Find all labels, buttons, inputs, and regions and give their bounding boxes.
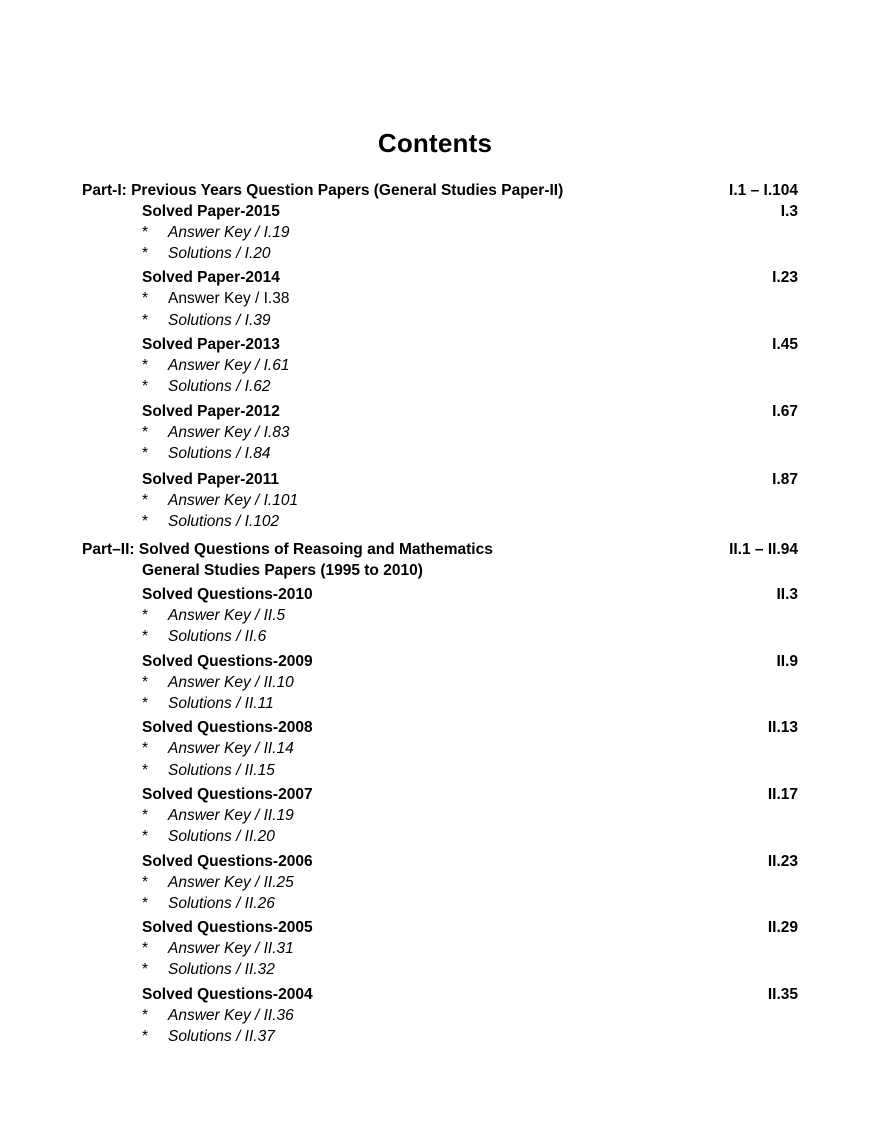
entry-title: Solved Questions-2010 [142, 586, 313, 603]
sub-item-text: Solutions / II.11 [168, 695, 274, 712]
toc-sub-item [0, 627, 870, 647]
bullet-icon: * [142, 424, 149, 441]
entry-page: II.9 [776, 653, 798, 670]
bullet-icon: * [142, 445, 149, 462]
bullet-icon: * [142, 940, 149, 957]
entry-title: Solved Paper-2012 [142, 403, 280, 420]
toc-sub-item [0, 739, 870, 759]
entry-page: II.35 [767, 986, 798, 1003]
toc-sub-item [0, 244, 870, 264]
toc-entry [0, 852, 870, 872]
sub-item-text: Answer Key / II.19 [168, 807, 294, 824]
toc-sub-item [0, 491, 870, 511]
sub-item-text: Solutions / I.39 [168, 312, 271, 329]
sub-item-text: Solutions / I.20 [168, 245, 271, 262]
entry-title: Solved Paper-2014 [142, 269, 280, 286]
part-heading [0, 181, 870, 201]
bullet-icon: * [142, 245, 149, 262]
toc-sub-item [0, 377, 870, 397]
sub-item-text: Answer Key / II.31 [168, 940, 294, 957]
toc-entry [0, 402, 870, 422]
sub-item-text: Answer Key / I.38 [168, 290, 290, 307]
sub-item-text: Answer Key / I.83 [168, 424, 290, 441]
page-title: Contents [377, 128, 493, 158]
sub-item-text: Solutions / I.102 [168, 513, 280, 530]
entry-page: II.29 [767, 919, 798, 936]
bullet-icon: * [142, 740, 149, 757]
entry-page: II.13 [767, 719, 798, 736]
toc-sub-item [0, 1006, 870, 1026]
sub-item-text: Answer Key / II.25 [168, 874, 294, 891]
toc-entry [0, 268, 870, 288]
bullet-icon: * [142, 628, 149, 645]
bullet-icon: * [142, 378, 149, 395]
sub-item-text: Solutions / I.84 [168, 445, 271, 462]
toc-sub-item [0, 223, 870, 243]
sub-item-text: Answer Key / II.10 [168, 674, 294, 691]
part-page-range: II.1 – II.94 [729, 541, 798, 558]
entry-page: II.3 [776, 586, 798, 603]
part-subtitle-text: General Studies Papers (1995 to 2010) [142, 562, 423, 579]
entry-page: II.17 [767, 786, 798, 803]
bullet-icon: * [142, 1028, 149, 1045]
toc-entry [0, 785, 870, 805]
entry-page: II.23 [767, 853, 798, 870]
toc-sub-item [0, 694, 870, 714]
sub-item-text: Solutions / II.15 [168, 762, 275, 779]
bullet-icon: * [142, 674, 149, 691]
part-heading [0, 540, 870, 560]
sub-item-text: Solutions / II.26 [168, 895, 275, 912]
entry-title: Solved Questions-2006 [142, 853, 313, 870]
entry-page: I.67 [772, 403, 798, 420]
toc-entry [0, 652, 870, 672]
sub-item-text: Answer Key / II.14 [168, 740, 294, 757]
entry-title: Solved Questions-2004 [142, 986, 313, 1003]
bullet-icon: * [142, 874, 149, 891]
bullet-icon: * [142, 357, 149, 374]
sub-item-text: Answer Key / II.36 [168, 1007, 294, 1024]
bullet-icon: * [142, 695, 149, 712]
toc-sub-item [0, 673, 870, 693]
toc-sub-item [0, 606, 870, 626]
bullet-icon: * [142, 513, 149, 530]
part-page-range: I.1 – I.104 [729, 182, 798, 199]
sub-item-text: Solutions / II.32 [168, 961, 275, 978]
toc-sub-item [0, 512, 870, 532]
bullet-icon: * [142, 1007, 149, 1024]
entry-page: I.87 [772, 471, 798, 488]
toc-sub-item [0, 423, 870, 443]
sub-item-text: Answer Key / I.19 [168, 224, 290, 241]
toc-sub-item [0, 806, 870, 826]
toc-sub-item [0, 444, 870, 464]
entry-title: Solved Questions-2005 [142, 919, 313, 936]
bullet-icon: * [142, 290, 149, 307]
sub-item-text: Answer Key / II.5 [168, 607, 286, 624]
toc-entry [0, 335, 870, 355]
toc-sub-item [0, 1027, 870, 1047]
sub-item-text: Answer Key / I.101 [168, 492, 299, 509]
part-label: Part–II: Solved Questions of Reasoing and Mathematics [82, 541, 493, 558]
bullet-icon: * [142, 312, 149, 329]
bullet-icon: * [142, 961, 149, 978]
toc-sub-item [0, 827, 870, 847]
bullet-icon: * [142, 607, 149, 624]
bullet-icon: * [142, 828, 149, 845]
sub-item-text: Solutions / II.37 [168, 1028, 275, 1045]
part-label: Part-I: Previous Years Question Papers (General Studies Paper-II) [82, 182, 564, 199]
entry-page: I.45 [772, 336, 798, 353]
entry-title: Solved Questions-2009 [142, 653, 313, 670]
toc-sub-item [0, 894, 870, 914]
toc-entry [0, 585, 870, 605]
toc-sub-item [0, 873, 870, 893]
sub-item-text: Solutions / II.6 [168, 628, 267, 645]
entry-page: I.23 [772, 269, 798, 286]
toc-sub-item [0, 960, 870, 980]
bullet-icon: * [142, 224, 149, 241]
bullet-icon: * [142, 807, 149, 824]
part-subtitle [0, 561, 870, 581]
toc-sub-item [0, 289, 870, 309]
toc-sub-item [0, 939, 870, 959]
bullet-icon: * [142, 492, 149, 509]
sub-item-text: Solutions / II.20 [168, 828, 275, 845]
toc-entry [0, 202, 870, 222]
entry-title: Solved Paper-2011 [142, 471, 279, 488]
sub-item-text: Solutions / I.62 [168, 378, 271, 395]
entry-title: Solved Questions-2007 [142, 786, 313, 803]
entry-page: I.3 [780, 203, 798, 220]
toc-entry [0, 985, 870, 1005]
toc-sub-item [0, 311, 870, 331]
entry-title: Solved Paper-2015 [142, 203, 280, 220]
toc-entry [0, 918, 870, 938]
toc-entry [0, 470, 870, 490]
entry-title: Solved Questions-2008 [142, 719, 313, 736]
toc-sub-item [0, 761, 870, 781]
toc-sub-item [0, 356, 870, 376]
entry-title: Solved Paper-2013 [142, 336, 280, 353]
toc-entry [0, 718, 870, 738]
bullet-icon: * [142, 762, 149, 779]
sub-item-text: Answer Key / I.61 [168, 357, 290, 374]
bullet-icon: * [142, 895, 149, 912]
